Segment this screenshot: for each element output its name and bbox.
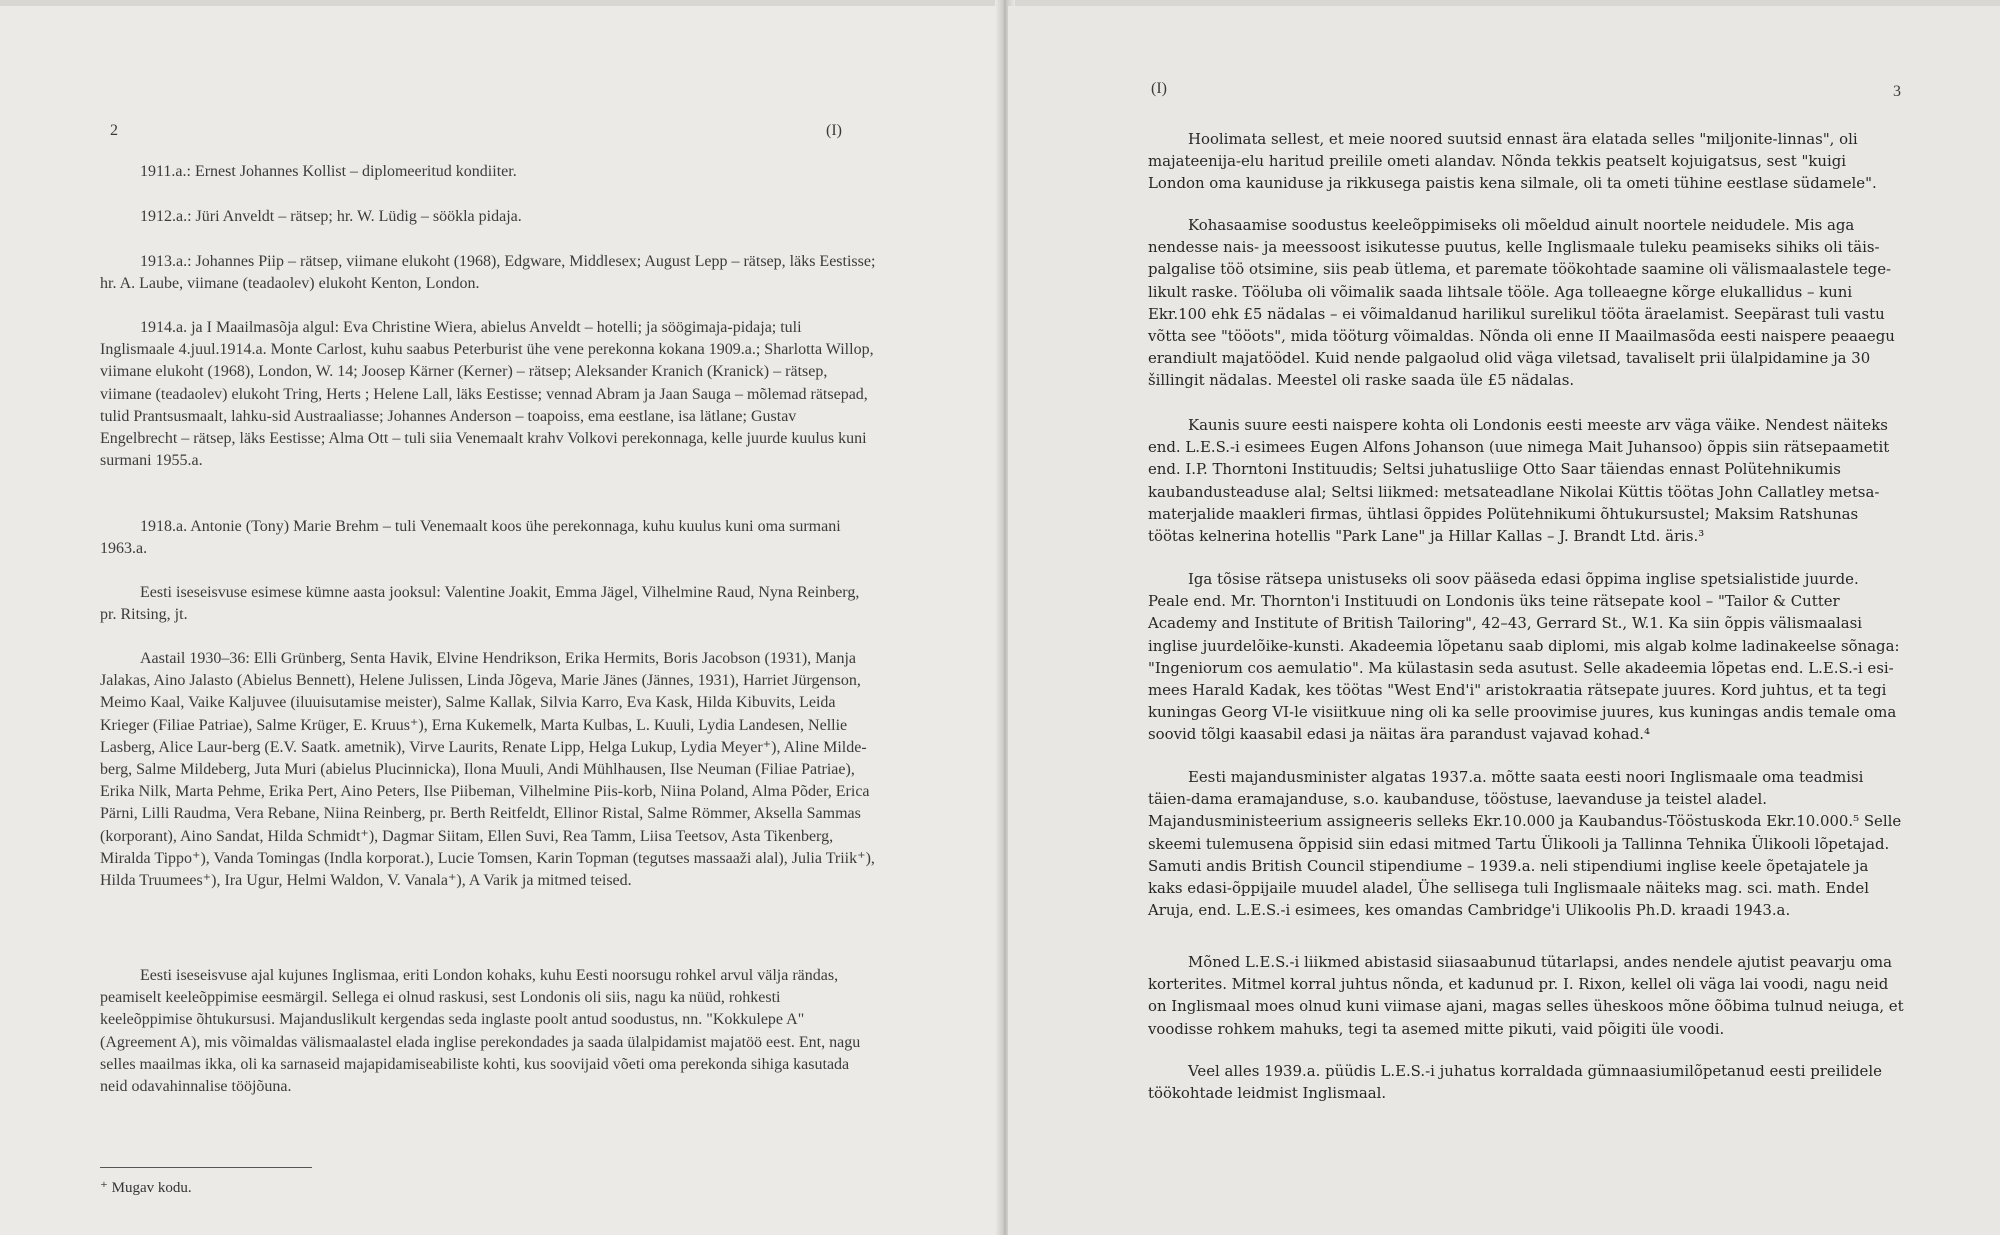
paragraph: 1918.a. Antonie (Tony) Marie Brehm – tuli Venemaalt koos ühe perekonnaga, kuhu kuulus kuni oma surmani 1963.a. xyxy=(100,518,841,558)
right-page xyxy=(1008,6,2000,1235)
paragraph: Eesti majandusminister algatas 1937.a. mõtte saata eesti noori Inglismaale oma teadmisi täien-dama eramajanduse, s.o. kaubanduse, tööstuse, laevanduse ja teistel aladel. Majandusministeerium assigneeris selleks Ekr.10.000 ja Kaubandus-Tööstuskoda Ekr.10.000.⁵ Selle skeemi tulemusena õppisid siin edasi mitmed Tartu Ülikooli ja Tallinna Tehnika Ülikooli lõpetajad. Samuti andis British Council stipendiume – 1939.a. neli stipendiumi inglise keele õpetajatele ja kaks edasi-õppijaile muudel aladel, Ühe sellisega tuli Inglismaale näiteks mag. sci. math. Endel Aruja, end. L.E.S.-i esimees, kes omandas Cambridge'i Ulikoolis Ph.D. kraadi 1943.a. xyxy=(1148,768,1902,920)
paragraph: 1914.a. ja I Maailmasõja algul: Eva Christine Wiera, abielus Anveldt – hotelli; ja söögimaja-pidaja; tuli Inglismaale 4.juul.1914.a. Monte Carlost, kuhu saabus Peterburist ühe vene perekonna kokana 1909.a.; Sharlotta Willop, viimane elukoht (1968), London, W. 14; Joosep Kärner (Kerner) – rätsep; Aleksander Kranich (Kranick) – rätsep, viimane (teadaolev) elukoht Tring, Herts ; Helene Lall, läks Eestisse; vennad Abram ja Jaan Sauga – mõlemad rätsepad, tulid Prantsusmaalt, lahku-sid Austraaliasse; Johannes Anderson – toapoiss, ema eestlane, isa lätlane; Gustav Engelbrecht – rätsep, läks Eestisse; Alma Ott – tuli siia Venemaalt krahv Volkovi perekonnaga, kelle juurde kuulus kuni surmani 1955.a. xyxy=(100,319,874,470)
page-number: 3 xyxy=(1893,83,1901,100)
paragraph: Eesti iseseisvuse ajal kujunes Inglismaa, eriti London kohaks, kuhu Eesti noorsugu rohkel arvul välja rändas, peamiselt keeleõppimise eesmärgil. Sellega ei olnud raskusi, sest Londonis oli siis, nagu ka nüüd, rohkesti keeleõppimise õhtukursusi. Majanduslikult kergendas seda inglaste poolt antud soodustus, nn. "Kokkulepe A" (Agreement A), mis võimaldas välismaalastel elada inglise perekondades ja saada ülalpidamist majatöö eest. Ent, nagu selles maailmas ikka, oli ka sarnaseid majapidamiseabiliste kohti, kus soovijaid võeti oma perekonda sihiga kasutada neid odavahinnalise tööjõuna. xyxy=(100,967,861,1096)
paragraph: Mõned L.E.S.-i liikmed abistasid siiasaabunud tütarlapsi, andes nendele ajutist peavarju oma korterites. Mitmel korral juhtus nõnda, et kadunud pr. I. Rixon, kellel oli väga lai voodi, nagu neid on Inglismaal moes olnud kuni viimase ajani, magas selles üheskoos mõne õõbima tulnud neiuga, et voodisse rohkem mahuks, tegi ta asemed mitte pikuti, vaid põigiti üle voodi. xyxy=(1148,953,1904,1038)
page-number: 2 xyxy=(110,122,118,139)
paragraph: Veel alles 1939.a. püüdis L.E.S.-i juhatus korraldada gümnaasiumilõpetanud eesti preilidele töökohtade leidmist Inglismaal. xyxy=(1148,1062,1882,1103)
paragraph: 1913.a.: Johannes Piip – rätsep, viimane elukoht (1968), Edgware, Middlesex; August Lepp – rätsep, läks Eestisse; hr. A. Laube, viimane (teadaolev) elukoht Kenton, London. xyxy=(100,253,876,293)
paragraph: Iga tõsise rätsepa unistuseks oli soov pääseda edasi õppima inglise spetsialistide juurde. Peale end. Mr. Thornton'i Instituudi on Londonis üks teine rätsepate kool – "Tailor & Cutter Academy and Institute of British Tailoring", 42–43, Gerrard St., W.1. Ka siin õppis välismaalasi inglise juurdelõike-kunsti. Akadeemia lõpetanu saab diplomi, mis algab kolme ladinakeelse sõnaga: "Ingeniorum cos aemulatio". Ma külastasin seda asutust. Selle akadeemia lõpetas end. L.E.S.-i esi-mees Harald Kadak, kes töötas "West End'i" aristokraatia rätsepate juures. Kord juhtus, et ta tegi kuningas Georg VI-le visiitkuue ning oli ka selle proovimise juures, kus kuningas andis temale oma soovid tõlgi kaasabil edasi ja näitas ära parandust vajavad kohad.⁴ xyxy=(1148,570,1900,744)
paragraph: Hoolimata sellest, et meie noored suutsid ennast ära elatada selles "miljonite-linnas", oli majateenija-elu haritud preilile ometi alandav. Nõnda tekkis peatselt kojuigatsus, sest "kuigi London oma kauniduse ja rikkusega paistis kena silmale, oli ta ometi tühine eestlase südamele". xyxy=(1148,130,1877,193)
paragraph: Kohasaamise soodustus keeleõppimiseks oli mõeldud ainult noortele neidudele. Mis aga nendesse nais- ja meessoost isikutesse puutus, kelle Inglismaale tuleku peamiseks sihiks oli täis-palgalise töö otsimine, siis peab ütlema, et paremate töökohtade saamine oli välismaalastele tege-likult raske. Tööluba oli võimalik saada lihtsale tööle. Aga tolleaegne kõrge elukallidus – kuni Ekr.100 ehk £5 nädalas – ei võimaldanud harilikul surelikul tööta äraelamist. Seepärast tuli vastu võtta see "tööots", mida tööturg võimaldas. Nõnda oli enne II Maailmasõda eesti naispere peaaegu erandiult majatöödel. Kuid nende palgaolud olid väga viletsad, tavaliselt prii ülalpidamine ja 30 šillingit nädalas. Meestel oli raske saada üle £5 nädalas. xyxy=(1148,216,1895,390)
paragraph: 1912.a.: Jüri Anveldt – rätsep; hr. W. Lüdig – söökla pidaja. xyxy=(140,208,522,225)
paragraph: Aastail 1930–36: Elli Grünberg, Senta Havik, Elvine Hendrikson, Erika Hermits, Boris Jacobson (1931), Manja Jalakas, Aino Jalasto (Abielus Bennett), Helene Julissen, Linda Jõgeva, Marie Jänes (Jännes, 1931), Harriet Jürgenson, Meimo Kaal, Vaike Kaljuvee (iluuisutamise meister), Salme Kallak, Silvia Karro, Eva Kask, Hilda Kibuvits, Leida Krieger (Filiae Patriae), Salme Krüger, E. Kruus⁺), Erna Kukemelk, Marta Kulbas, L. Kuuli, Lydia Landesen, Nellie Lasberg, Alice Laur-berg (E.V. Saatk. ametnik), Virve Laurits, Renate Lipp, Helga Lukup, Lydia Meyer⁺), Aline Milde-berg, Salme Mildeberg, Juta Muri (abielus Plucinnicka), Ilona Muuli, Andi Mühlhausen, Ilse Neuman (Filiae Patriae), Erika Nilk, Marta Pehme, Erika Pert, Aino Peters, Ilse Piibeman, Vilhelmine Piis-korb, Niina Poland, Alma Põder, Erica Pärni, Lilli Raudma, Vera Rebane, Niina Reinberg, pr. Berth Reitfeldt, Ellinor Ristal, Salme Römmer, Aksella Sammas (korporant), Aino Sandat, Hilda Schmidt⁺), Dagmar Siitam, Ellen Suvi, Rea Tamm, Liisa Teetsov, Asta Tikenberg, Miralda Tippo⁺), Vanda Tomingas (Indla korporat.), Lucie Tomsen, Karin Topman (tegutses massaaži alal), Julia Triik⁺), Hilda Truumees⁺), Ira Ugur, Helmi Waldon, V. Vanala⁺), A Varik ja mitmed teised. xyxy=(100,650,875,890)
paragraph: Kaunis suure eesti naispere kohta oli Londonis eesti meeste arv väga väike. Nendest näiteks end. L.E.S.-i esimees Eugen Alfons Johanson (uue nimega Mait Juhansoo) õppis siin rätsepaametit end. I.P. Thorntoni Instituudis; Seltsi juhatusliige Otto Saar täiendas ennast Polütehnikumis kaubandusteaduse alal; Seltsi liikmed: metsateadlane Nikolai Küttis töötas John Callatley metsa-materjalide maakleri firmas, ühtlasi õppides Polütehnikumi õhtukursustel; Maksim Ratshunas töötas kelnerina hotellis "Park Lane" ja Hillar Kallas – J. Brandt Ltd. äris.³ xyxy=(1148,416,1890,546)
footnote: ⁺ Mugav kodu. xyxy=(100,1180,192,1196)
paragraph: Eesti iseseisvuse esimese kümne aasta jooksul: Valentine Joakit, Emma Jägel, Vilhelmine Raud, Nyna Reinberg, pr. Ritsing, jt. xyxy=(100,584,860,624)
page-header-marker: (I) xyxy=(1151,80,1167,97)
page-header-marker: (I) xyxy=(826,122,842,139)
paragraph: 1911.a.: Ernest Johannes Kollist – diplomeeritud kondiiter. xyxy=(140,163,517,180)
left-page xyxy=(0,6,1002,1235)
footnote-rule xyxy=(100,1167,312,1168)
